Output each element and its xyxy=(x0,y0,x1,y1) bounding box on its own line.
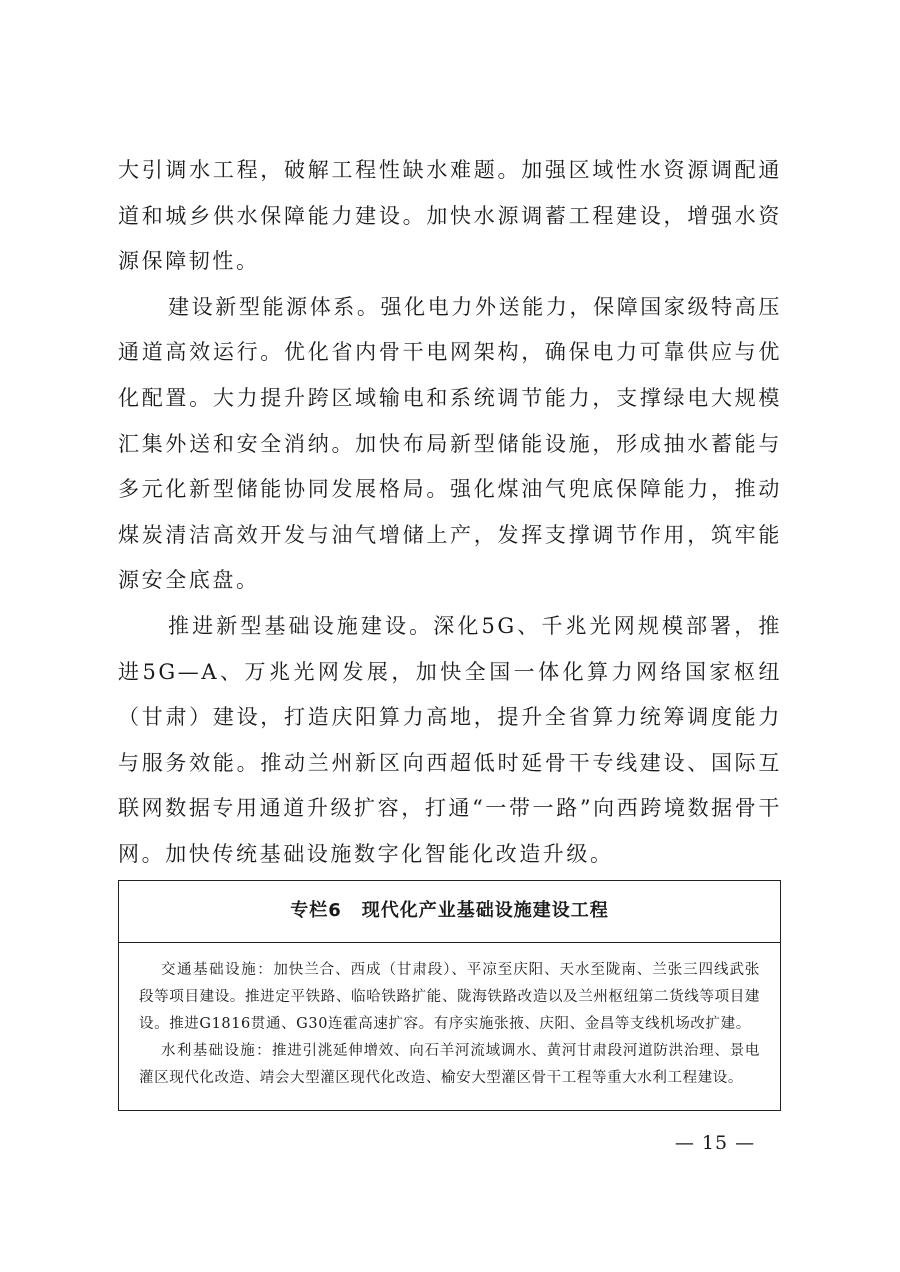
page-number: — 15 — xyxy=(674,1132,756,1154)
body-text xyxy=(118,148,782,878)
paragraph: 大引调水工程，破解工程性缺水难题。加强区域性水资源调配通道和城乡供水保障能力建设。加快水源调蓄工程建设，增强水资源保障韧性。 xyxy=(118,158,782,274)
box-item xyxy=(139,1038,760,1092)
box-item-lead: 交通基础设施： xyxy=(161,962,274,978)
paragraph: 建设新型能源体系。强化电力外送能力，保障国家级特高压通道高效运行。优化省内骨干电网架构，确保电力可靠供应与优化配置。大力提升跨区域输电和系统调节能力，支撑绿电大规模汇集外送和安全消纳。加快布局新型储能设施，形成抽水蓄能与多元化新型储能协同发展格局。强化煤油气兜底保障能力，推动煤炭清洁高效开发与油气增储上产，发挥支撑调节作用，筑牢能源安全底盘。 xyxy=(118,294,782,593)
box-heading: 现代化产业基础设施建设工程 xyxy=(361,900,609,921)
box-item-text: 加快兰合、西成（甘肃段）、平凉至庆阳、天水至陇南、兰张三四线武张段等项目建设。推进定平铁路、临哈铁路扩能、陇海铁路改造以及兰州枢纽第二货线等项目建设。推进G1816贯通、G30连霍高速扩容。有序实施张掖、庆阳、金昌等支线机场改扩建。 xyxy=(139,962,760,1032)
box-item-lead: 水利基础设施： xyxy=(161,1043,272,1059)
feature-box xyxy=(118,880,781,1111)
box-item xyxy=(139,957,760,1038)
box-body xyxy=(119,943,780,1092)
paragraph: 推进新型基础设施建设。深化5G、千兆光网规模部署，推进5G—A、万兆光网发展，加快全国一体化算力网络国家枢纽（甘肃）建设，打造庆阳算力高地，提升全省算力统筹调度能力与服务效能。推动兰州新区向西超低时延骨干专线建设、国际互联网数据专用通道升级扩容，打通“一带一路”向西跨境数据骨干网。加快传统基础设施数字化智能化改造升级。 xyxy=(118,613,782,866)
box-title xyxy=(119,881,780,943)
box-item-text: 推进引洮延伸增效、向石羊河流域调水、黄河甘肃段河道防洪治理、景电灌区现代化改造、靖会大型灌区现代化改造、榆安大型灌区骨干工程等重大水利工程建设。 xyxy=(139,1043,761,1086)
box-label: 专栏6 xyxy=(290,900,342,921)
